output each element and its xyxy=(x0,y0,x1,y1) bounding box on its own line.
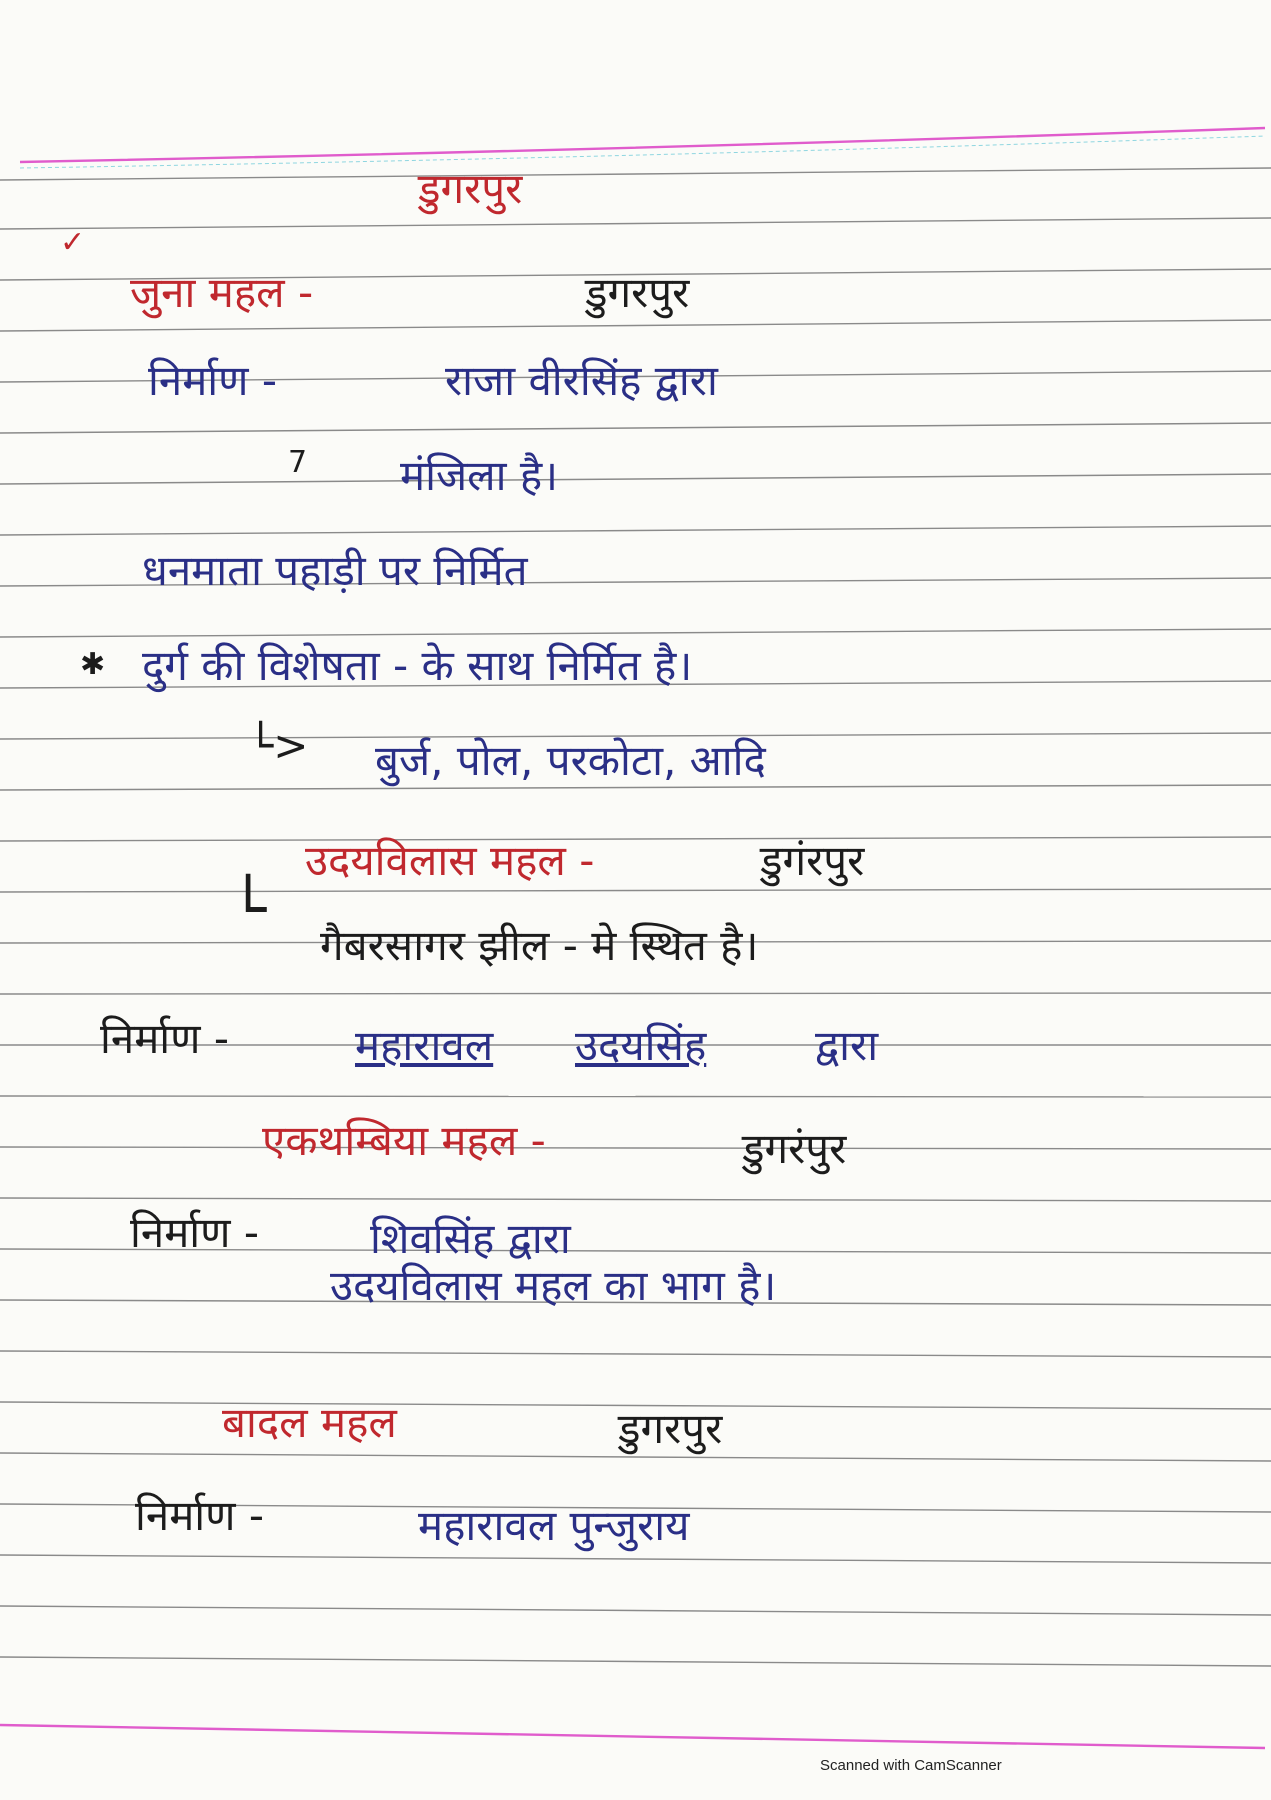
camscanner-watermark: Scanned with CamScanner xyxy=(820,1757,1002,1774)
ek-nirman-value: शिवसिंह द्वारा xyxy=(370,1214,571,1263)
juna-nirman-label: निर्माण - xyxy=(148,356,278,405)
udai-nirman-value-3: द्वारा xyxy=(815,1021,879,1070)
juna-durg: दुर्ग की विशेषता - के साथ निर्मित है। xyxy=(142,641,693,690)
ek-mahal-title: एकथम्बिया महल - xyxy=(262,1116,546,1165)
juna-floors-num: 7 xyxy=(288,445,308,480)
ek-nirman-label: निर्माण - xyxy=(130,1208,260,1257)
udai-nirman-value-2: उदयसिंह xyxy=(575,1021,707,1070)
juna-mahal-title: जुना महल - xyxy=(130,268,314,317)
ek-mahal-place: डुगरंपुर xyxy=(742,1124,847,1173)
udai-mahal-place: डुगंरपुर xyxy=(760,836,865,885)
juna-nirman-value: राजा वीरसिंह द्वारा xyxy=(445,356,718,405)
udai-bracket: └ xyxy=(230,875,267,945)
juna-floors-text: मंजिला है। xyxy=(400,451,559,500)
juna-features: बुर्ज, पोल, परकोटा, आदि xyxy=(375,736,766,785)
udai-nirman-label: निर्माण - xyxy=(100,1014,230,1063)
juna-mahal-place: डुगरपुर xyxy=(585,268,690,317)
badal-nirman-label: निर्माण - xyxy=(135,1491,265,1540)
ek-part: उदयविलास महल का भाग है। xyxy=(330,1261,777,1310)
juna-hill: धनमाता पहाड़ी पर निर्मित xyxy=(142,546,528,595)
udai-lake: गैबरसागर झील - मे स्थित है। xyxy=(320,921,759,970)
star-mark: ✱ xyxy=(80,647,106,682)
badal-nirman-value: महारावल पुन्जुराय xyxy=(418,1501,690,1550)
udai-nirman-value-1: महारावल xyxy=(355,1021,494,1070)
tick-mark: ✓ xyxy=(60,225,86,260)
badal-mahal-title: बादल महल xyxy=(222,1398,397,1447)
badal-mahal-place: डुगरपुर xyxy=(618,1404,723,1453)
juna-arrow: └> xyxy=(248,721,309,770)
udai-mahal-title: उदयविलास महल - xyxy=(305,836,595,885)
page-heading: डुगरपुर xyxy=(418,164,523,213)
